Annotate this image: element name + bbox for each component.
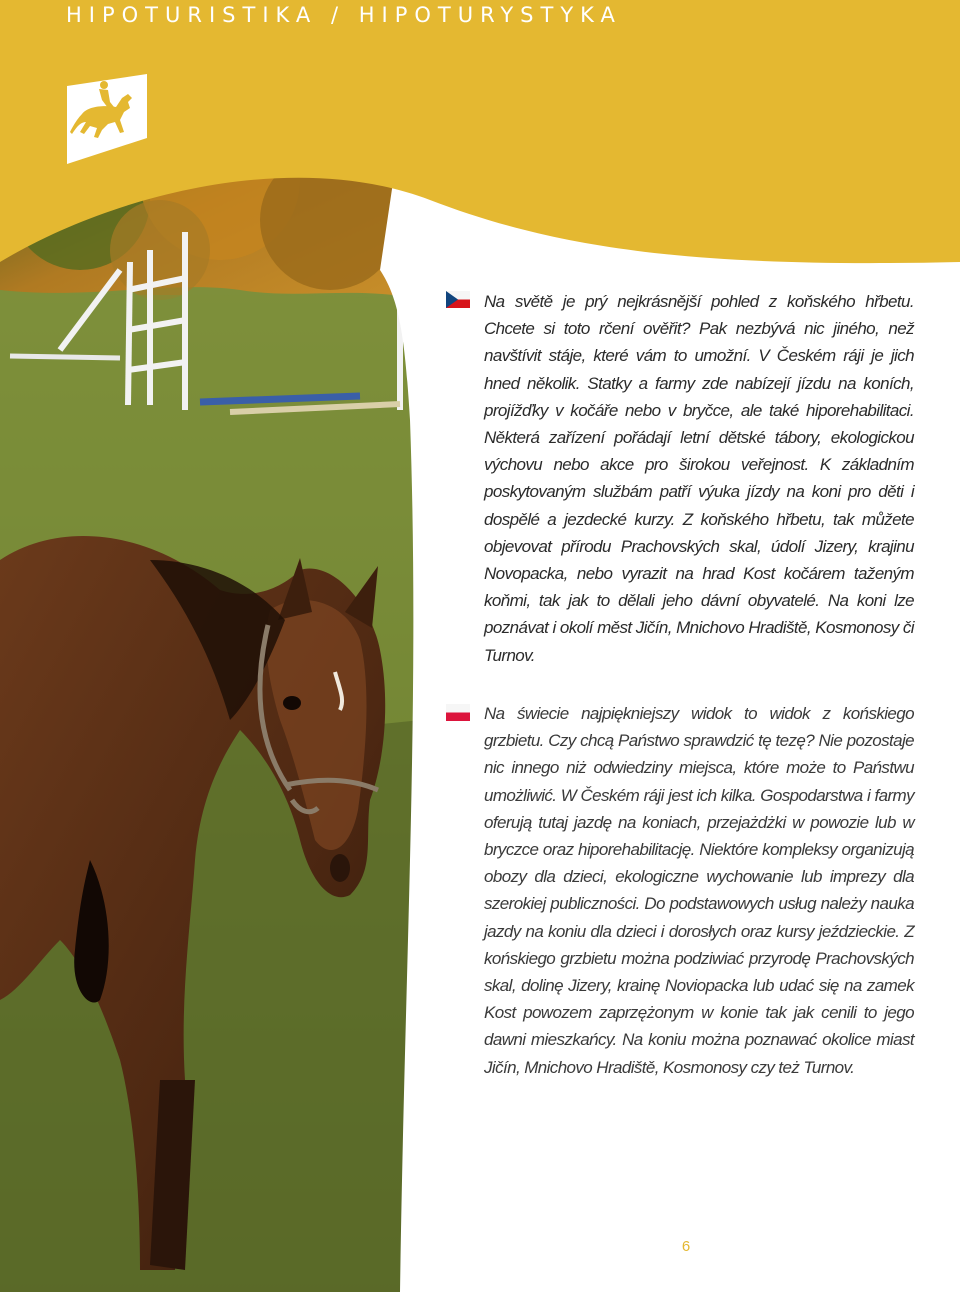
page-number: 6 — [681, 1238, 691, 1255]
czech-paragraph: Na světě je prý nejkrásnější pohled z koňského hřbetu. Chcete si toto rčení ověřit? Pak nezbývá nic jiného, než navštívit stáje, které vám to umožní. V Českém ráji je jich hned několik. Statky a farmy zde nabízejí jízdu na koních, projížďky v kočáře nebo v bryčce, ale také hiporehabilitaci. Některá zařízení pořádají letní dětské tábory, ekologickou výchovu nebo akce pro širokou veřejnost. K základním poskytovaným službám patří výuka jízdy na koni pro děti i dospělé a jezdecké kurzy. Z koňského hřbetu, tak můžete objevovat přírodu Prachovských skal, údolí Jizery, krajinu Novopacka, nebo vyrazit na hrad Kost kočárem taženým koňmi, tak jak to dělali jeho dávní obyvatelé. Na koni lze poznávat i okolí měst Jičín, Mnichovo Hradiště, Kosmonosy či Turnov. — [484, 292, 914, 665]
polish-flag-icon — [446, 704, 470, 721]
horse-rider-icon — [64, 72, 150, 166]
polish-paragraph: Na świecie najpiękniejszy widok to widok z końskiego grzbietu. Czy chcą Państwo sprawdzić tę tezę? Nie pozostaje nic innego niż odwiedziny miejsca, które może to Państwu umożliwić. W Českém ráji jest ich kilka. Gospodarstwa i farmy oferują tutaj jazdę na koniach, przejażdżki w powozie lub w bryczce oraz hiporehabilitację. Niektóre kompleksy organizują obozy dla dzieci, ekologiczne wychowanie lub imprezy dla szerokiej publiczności. Do podstawowych usług należy nauka jazdy na koniu dla dzieci i dorosłych oraz kursy jeździeckie. Z końskiego grzbietu można podziwiać przyrodę Prachovských skal, dolinę Jizery, krainę Noviopacka lub udać się na zamek Kost powozem zaprzężonym w konie tak jak cenili to jego dawni mieszkańcy. Na koniu można poznawać okolice miast Jičín, Mnichovo Hradiště, Kosmonosy czy też Turnov. — [484, 704, 914, 1077]
header-title: HIPOTURISTIKA / HIPOTURYSTYKA — [66, 3, 622, 27]
czech-flag-icon — [446, 291, 470, 308]
